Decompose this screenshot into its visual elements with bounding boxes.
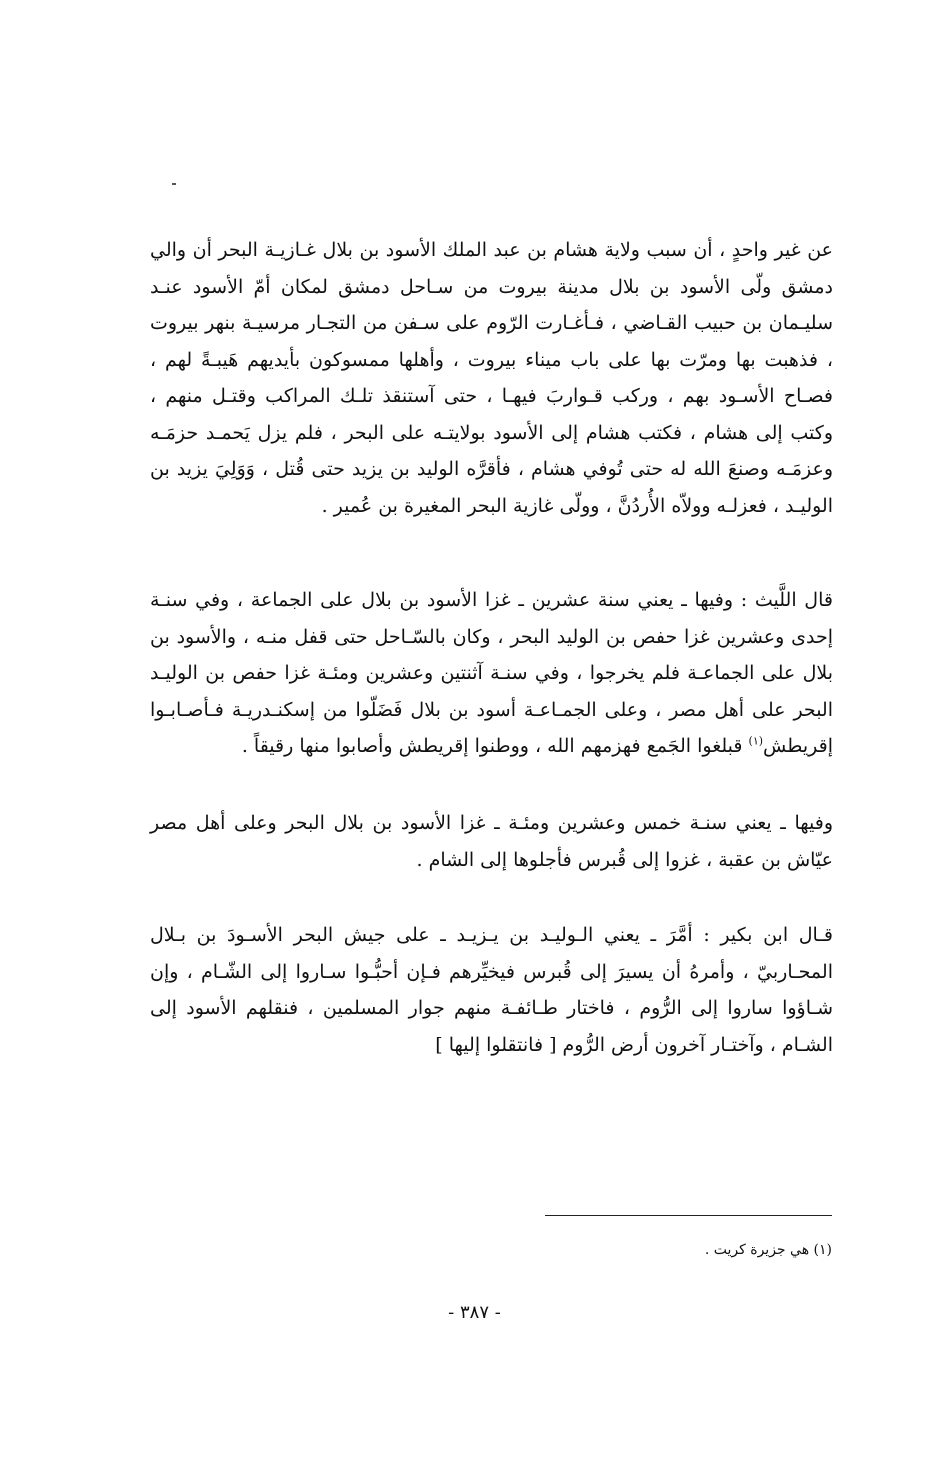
paragraph-text: قـال ابن بكير : أمَّرَ ـ يعني الـوليـد بن يـزيـد ـ على جيش البحر الأسـودَ بن بـلال المحـاربيّ ، وأمرهُ أن يسيرَ إلى قُبرس فيخيِّرهم فـإن أحبُّـوا سـاروا إلى الشّـام ، وإن شـاؤوا ساروا إلى الرُّوم ، فاختار طـائفـة منهم جوار المسلمين ، فنقلهم الأسود إلى الشـام ، وآختـار آخرون أرض الرُّوم [ فانتقلوا إليها ] bbox=[150, 924, 833, 1056]
paragraph-text-tail: قبلغوا الجَمع فهزمهم الله ، ووطنوا إقريطش وأصابوا منها رقيقاً . bbox=[241, 735, 749, 757]
page-number: - ٣٨٧ - bbox=[448, 1302, 501, 1323]
footnote: (١) هي جزيرة كريت . bbox=[704, 1242, 832, 1258]
paragraph-text: وفيها ـ يعني سنـة خمس وعشرين ومئـة ـ غزا الأسود بن بلال البحر وعلى أهل مصر عيّاش بن عقبة ، غزوا إلى قُبرس فأجلوها إلى الشام . bbox=[150, 812, 833, 871]
paragraph-text-main: قال اللَّيث : وفيها ـ يعني سنة عشرين ـ غزا الأسود بن بلال على الجماعة ، وفي سنـة إحدى وعشرين غزا حفص بن الوليد البحر ، وكان بالسّـاحل حتى قفل منـه ، والأسود بن بلال على الجماعـة فلم يخرجوا ، وفي سنـة آثنتين وعشرين ومئـة غزا حفص بن الوليـد البحر على أهل مصر ، وعلى الجمـاعـة أسود بن بلال فَضَلّوا من إسكنـدريـة فـأصـابـوا إقريطش bbox=[150, 589, 833, 757]
paragraph-4 bbox=[150, 917, 833, 1063]
paragraph-1 bbox=[150, 232, 833, 524]
page-speck bbox=[172, 183, 176, 185]
footnote-reference[interactable]: (١) bbox=[748, 734, 764, 748]
paragraph-2 bbox=[150, 582, 833, 765]
paragraph-3 bbox=[150, 805, 833, 878]
footnote-divider bbox=[545, 1215, 832, 1216]
paragraph-text: عن غير واحدٍ ، أن سبب ولاية هشام بن عبد الملك الأسود بن بلال غـازيـة البحر أن والي دمشق ولّى الأسود بن بلال مدينة بيروت من سـاحل دمشق لمكان أمّ الأسود عنـد سليـمان بن حبيب القـاضي ، فـأغـارت الرّوم على سـفن من التجـار مرسيـة بنهر بيروت ، فذهبت بها ومرّت بها على باب ميناء بيروت ، وأهلها ممسوكون بأيديهم هَيبـةً لهم ، فصـاح الأسـود بهم ، وركب قـواربَ فيهـا ، حتى آستنقذ تلـك المراكب وقتـل منهم ، وكتب إلى هشام ، فكتب هشام إلى الأسود بولايتـه على البحر ، فلم يزل يَحمـد حزمَـه وعزمَـه وصنعَ الله له حتى تُوفي هشام ، فأقرَّه الوليد بن يزيد حتى قُتل ، وَوَلِيَ يزيد بن الوليـد ، فعزلـه وولاّه الأُردُنَّ ، وولّى غازية البحر المغيرة بن عُمير . bbox=[150, 239, 833, 517]
paragraph-text bbox=[150, 582, 833, 765]
